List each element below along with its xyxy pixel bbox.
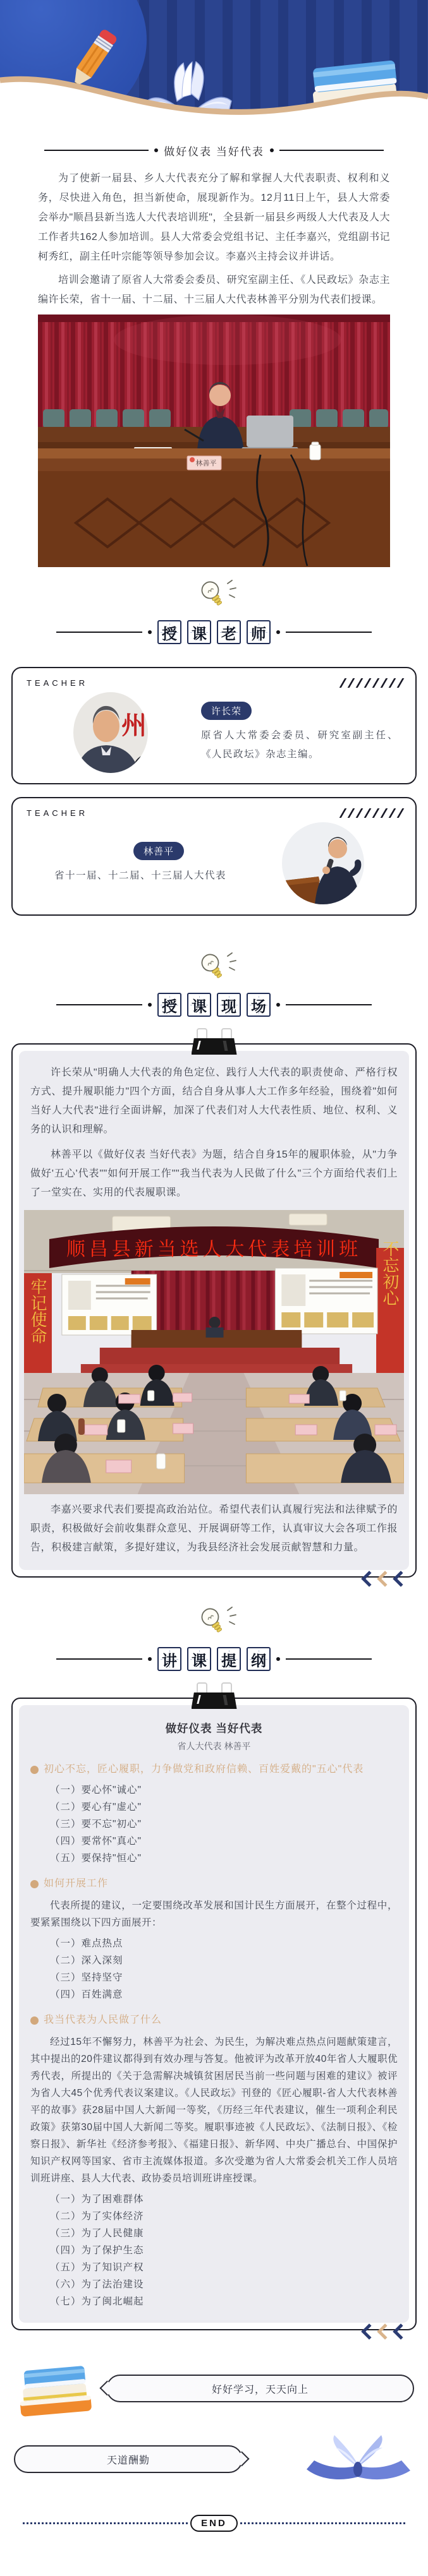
outline-paragraph-3: 经过15年不懈努力，林善平为社会、为民生，为解决难点热点问题献策建言，其中提出的20件建议都得到有效办理与答复。他被评为改革开放40年省人大履职优秀代表，所提出的《关于急需解决城镇贫困居民当前一些问题与困难的建议》被评为省人大45个优秀代表议案建议。《人民政坛》刊登的《匠心履职-省人大代表林善平的故事》获28届中国人大新闻一等奖，《历经三年代表建议，催生一项利企利民政策》获第30届中国人大新闻二等奖。履职事迹被《人民政坛》、《法制日报》、《检察日报》、新华社《经济参考报》、《福建日报》、新华网、中央广播总台、中国保护知识产权网等国家、省市主流媒体报道。多次受邀为省人大常委会机关工作人员培训班讲座、县人大代表、政协委员培训班讲座授课。 — [30, 2037, 398, 2184]
footer-books-icon — [14, 2358, 97, 2419]
teacher-photo-xu — [73, 692, 148, 773]
intro-paragraph-2: 培训会邀请了原省人大常委会委员、研究室副主任、《人民政坛》杂志主编许长荣，省十一届、十二届、十三届人大代表林善平分别为代表们授课。 — [38, 275, 390, 305]
outline-heading-1: 初心不忘，匠心履职，力争做党和政府信赖、百姓爱戴的"五心"代表 — [30, 1761, 398, 1778]
section-header-scene — [0, 991, 428, 1018]
outline-item: （二）要心有"虚心" — [50, 1802, 142, 1812]
section-char-box: 场 — [247, 993, 271, 1017]
speaker-photo — [38, 315, 390, 567]
teacher-photo-lin — [282, 822, 364, 904]
section-char-box: 讲 — [157, 1647, 181, 1671]
outline-list-2 — [30, 1935, 398, 2003]
article-title-divider — [0, 142, 428, 159]
section-header-outline — [0, 1646, 428, 1672]
section-char-box: 课 — [187, 993, 211, 1017]
divider-dot — [154, 148, 158, 152]
outline-list-1 — [30, 1782, 398, 1867]
divider-line — [279, 150, 384, 151]
outline-item: （四）为了保护生态 — [50, 2245, 144, 2256]
outline-item: （四）百姓满意 — [50, 1989, 123, 2000]
training-hall-photo — [24, 1210, 404, 1494]
teacher-label: TEACHER — [27, 808, 89, 818]
lightbulb-icon — [0, 1607, 428, 1638]
divider-line — [44, 150, 149, 151]
section-dot — [148, 1003, 152, 1007]
intro-paragraph-1: 为了使新一届县、乡人大代表充分了解和掌握人大代表职责、权利和义务，尽快进入角色，担当新使命，展现新作为。12月11日上午，县人大常委会举办"顺昌县新当选人大代表培训班"，全县新一届县乡两级人大代表及人大工作者共162人参加培训。县人大常委会党组书记、主任李嘉兴，党组副书记柯秀红，副主任叶宗能等领导参加会议。李嘉兴主持会议并讲话。 — [38, 173, 390, 262]
section-line — [286, 1004, 372, 1005]
bubble-tail — [99, 2380, 114, 2395]
outline-item: （一）要心怀"诚心" — [50, 1785, 142, 1795]
section-line — [286, 632, 372, 633]
outline-item: （三）要不忘"初心" — [50, 1819, 142, 1830]
section-char-box: 授 — [157, 993, 181, 1017]
section-dot — [276, 1003, 280, 1007]
scene-paragraph-2: 林善平以《做好仪表 当好代表》为题，结合自身15年的履职体验，从"力争做好'五心'代表""如何开展工作""我当代表为人民做了什么"三个方面给代表们上了一堂实在、实用的代表履职课。 — [30, 1149, 398, 1198]
end-divider — [14, 2515, 414, 2532]
section-dot — [148, 1657, 152, 1661]
teacher-name-badge: 林善平 — [133, 842, 184, 860]
banner-wave — [0, 66, 428, 136]
footer-open-book-icon — [302, 2433, 414, 2486]
teacher-name-badge: 许长荣 — [201, 702, 252, 720]
teacher-card-xu — [11, 667, 417, 784]
section-line — [56, 632, 142, 633]
svg-text:州: 州 — [121, 712, 147, 740]
teacher-desc: 原省人大常委会委员、研究室副主任、《人民政坛》杂志主编。 — [201, 729, 398, 760]
dotted-line — [240, 2522, 405, 2524]
teacher-card-lin — [11, 797, 417, 916]
outline-item: （四）要常怀"真心" — [50, 1836, 142, 1847]
chevrons-icon — [364, 2326, 407, 2337]
lightbulb-icon — [0, 952, 428, 984]
section-char-box: 老 — [217, 620, 241, 644]
end-badge: END — [190, 2515, 238, 2532]
binder-clip-icon — [192, 1028, 237, 1055]
right-banner-text: 不忘初心 — [381, 1240, 400, 1306]
quote-bubble-1: 好好学习，天天向上 — [106, 2375, 414, 2402]
outline-card — [11, 1698, 417, 2330]
section-dot — [148, 630, 152, 634]
outline-item: （一）难点热点 — [50, 1938, 123, 1949]
section-char-box: 授 — [157, 620, 181, 644]
scene-paragraph-3: 李嘉兴要求代表们要提高政治站位。希望代表们认真履行宪法和法律赋予的职责，积极做好会前收集群众意见、开展调研等工作，认真审议大会各项工作报告，积极建言献策，多提好建议，为我县经济社会发展贡献智慧和力量。 — [30, 1504, 398, 1553]
left-banner-text: 牢记使命 — [28, 1278, 47, 1344]
outline-title: 做好仪表 当好代表 — [165, 1722, 263, 1735]
section-line — [56, 1658, 142, 1660]
section-char-box: 现 — [217, 993, 241, 1017]
bullet-dot-icon — [30, 1880, 39, 1888]
section-dot — [276, 630, 280, 634]
outline-item: （一）为了困难群体 — [50, 2194, 144, 2205]
outline-item: （六）为了法治建设 — [50, 2279, 144, 2290]
desk-nameplate: 林善平 — [195, 460, 217, 467]
scene-card — [11, 1043, 417, 1578]
outline-item: （五）要保持"恒心" — [50, 1853, 142, 1864]
outline-item: （七）为了闽北崛起 — [50, 2296, 144, 2307]
section-char-box: 师 — [247, 620, 271, 644]
section-char-box: 提 — [217, 1647, 241, 1671]
outline-heading-2: 如何开展工作 — [30, 1876, 398, 1892]
outline-heading-3: 我当代表为人民做了什么 — [30, 2012, 398, 2028]
dotted-line — [23, 2522, 188, 2524]
section-char-box: 课 — [187, 620, 211, 644]
divider-dot — [270, 148, 274, 152]
led-banner-text: 顺昌县新当选人大代表培训班 — [66, 1238, 362, 1261]
header-banner — [0, 0, 428, 136]
outline-item: （三）为了人民健康 — [50, 2228, 144, 2239]
section-header-teachers — [0, 619, 428, 645]
outline-item: （三）坚持坚守 — [50, 1972, 123, 1983]
bullet-dot-icon — [30, 2016, 39, 2025]
section-char-box: 纲 — [247, 1647, 271, 1671]
outline-list-3 — [30, 2191, 398, 2310]
quote-bubble-2: 天道酬勤 — [14, 2445, 243, 2473]
footer — [0, 2358, 428, 2532]
outline-item: （五）为了知识产权 — [50, 2262, 144, 2273]
section-char-box: 课 — [187, 1647, 211, 1671]
outline-item: （二）深入深刻 — [50, 1955, 123, 1966]
teacher-label: TEACHER — [27, 678, 89, 688]
section-line — [56, 1004, 142, 1005]
slashes-icon — [342, 678, 401, 688]
bullet-dot-icon — [30, 1766, 39, 1774]
section-line — [286, 1658, 372, 1660]
page-title: 做好仪表 当好代表 — [164, 145, 264, 158]
bubble-tail — [234, 2451, 249, 2466]
teacher-desc: 省十一届、十二届、十三届人大代表 — [54, 870, 227, 881]
chevrons-icon — [364, 1573, 407, 1585]
binder-clip-icon — [192, 1682, 237, 1709]
lightbulb-icon — [0, 580, 428, 611]
slashes-icon — [342, 808, 401, 818]
outline-paragraph-2: 代表所提的建议，一定要围绕改革发展和国计民生方面展开，在整个过程中，要紧紧围绕以下四方面展开： — [30, 1900, 398, 1928]
scene-paragraph-1: 许长荣从"明确人大代表的角色定位、践行人大代表的职责使命、严格行权方式、提升履职能力"四个方面，结合自身从事人大工作多年经验，围绕着"如何当好人大代表"进行全面讲解，加深了代表们对人大代表性质、地位、权利、义务的认识和理解。 — [30, 1067, 398, 1135]
outline-subtitle: 省人大代表 林善平 — [177, 1741, 251, 1751]
section-dot — [276, 1657, 280, 1661]
outline-item: （二）为了实体经济 — [50, 2211, 144, 2222]
